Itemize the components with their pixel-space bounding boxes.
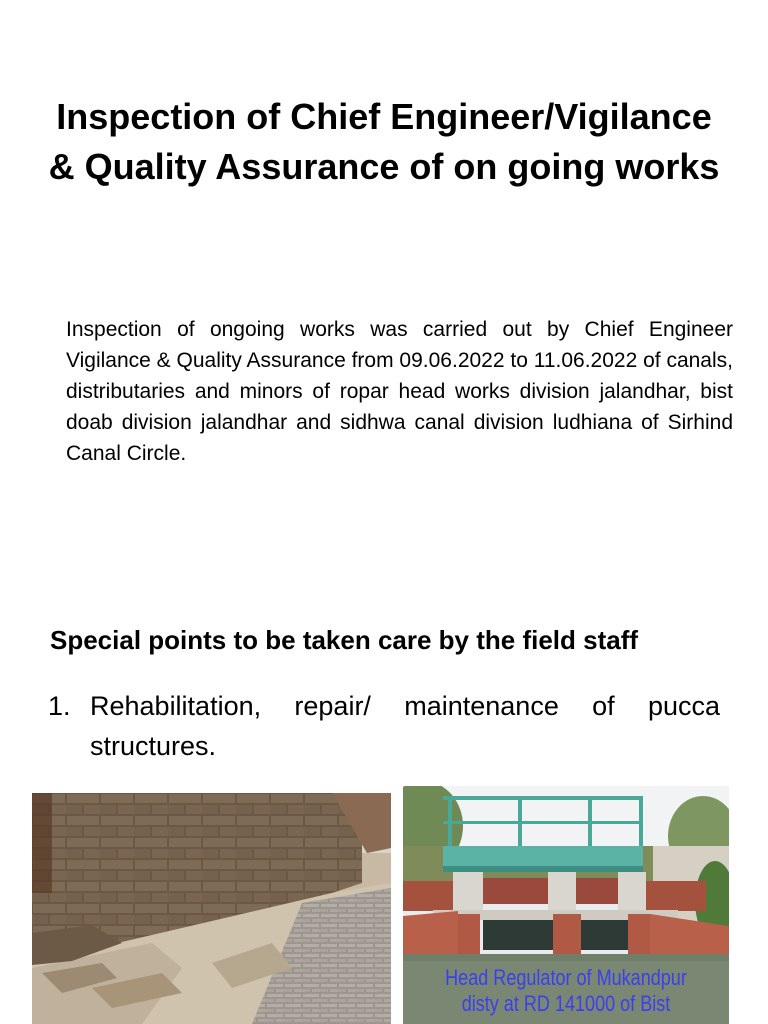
point-text: Rehabilitation, repair/ maintenance of pucca structures. (90, 691, 720, 761)
brick-wall-illustration (32, 793, 391, 1024)
photo-caption-line-2: disty at RD 141000 of Bist (461, 991, 671, 1016)
numbered-point (48, 686, 720, 766)
point-number: 1. (48, 691, 71, 721)
slide-title (30, 92, 738, 192)
slide-title-line-1: Inspection of Chief Engineer/Vigilance (56, 96, 712, 137)
head-regulator-photo (403, 786, 729, 1024)
section-heading: Special points to be taken care by the field staff (50, 625, 639, 655)
intro-paragraph: Inspection of ongoing works was carried out by Chief Engineer Vigilance & Quality Assurance from 09.06.2022 to 11.06.2022 of canals, distributaries and minors of ropar head works division jalandhar, bist doab division jalandhar and sidhwa canal division ludhiana of Sirhind Canal Circle. (66, 318, 733, 465)
slide-title-line-2: & Quality Assurance of on going works (48, 146, 720, 187)
damaged-brick-lining-photo (32, 793, 391, 1024)
photo-caption-line-1: Head Regulator of Mukandpur (445, 965, 687, 990)
